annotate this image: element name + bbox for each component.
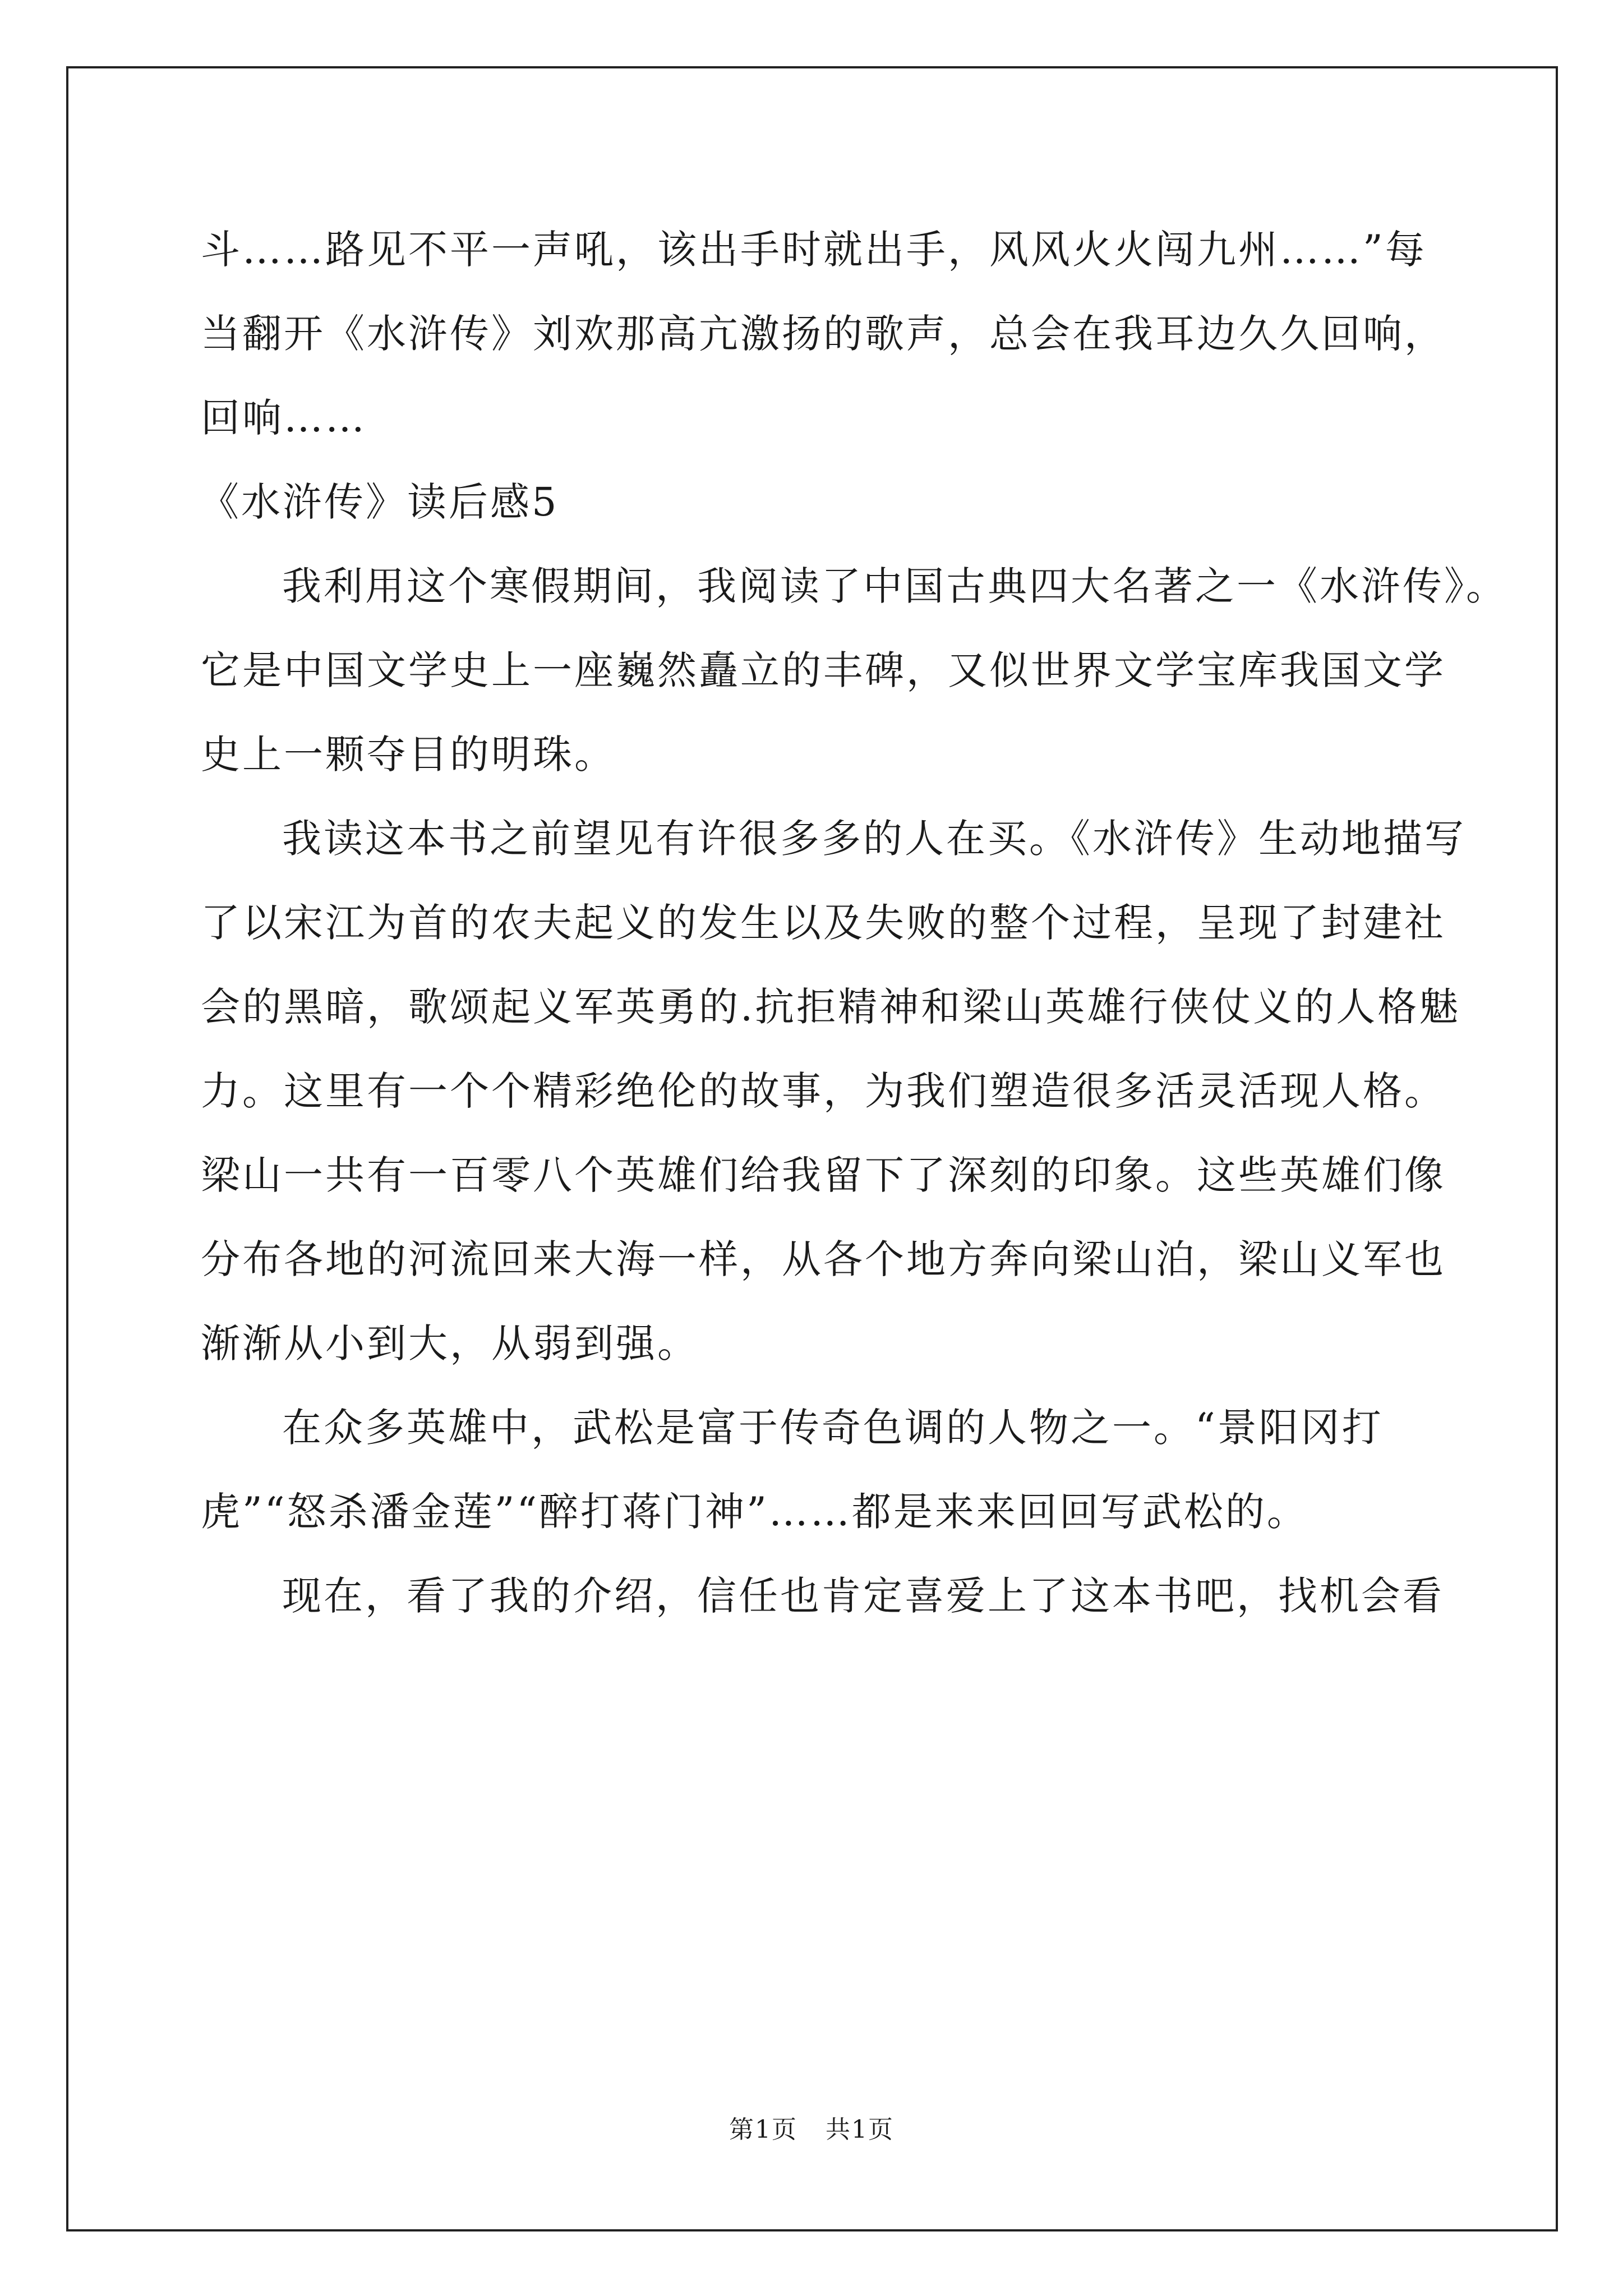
text-line: 史上一颗夺目的明珠。 [201, 731, 616, 777]
page-footer [0, 2109, 1623, 2145]
text-line: 分布各地的河流回来大海一样，从各个地方奔向梁山泊，梁山义军也 [201, 1236, 1446, 1282]
text-line: 会的黑暗，歌颂起义军英勇的.抗拒精神和梁山英雄行侠仗义的人格魅 [201, 984, 1461, 1030]
paragraph-first-line: 我利用这个寒假期间，我阅读了中国古典四大名著之一《水浒传》。 [282, 563, 1507, 609]
paragraph-first-line: 我读这本书之前望见有许很多多的人在买。《水浒传》生动地描写 [282, 816, 1466, 862]
text-line: 渐渐从小到大，从弱到强。 [201, 1320, 699, 1366]
document-body [200, 208, 1507, 1638]
text-line: 斗……路见不平一声吼，该出手时就出手，风风火火闯九州……”每 [201, 227, 1427, 273]
paragraph-first-line: 现在，看了我的介绍，信任也肯定喜爱上了这本书吧，找机会看 [282, 1573, 1444, 1619]
paragraph-first-line: 在众多英雄中，武松是富于传奇色调的人物之一。“景阳冈打 [282, 1405, 1384, 1451]
section-heading: 《水浒传》读后感5 [200, 479, 559, 525]
text-line: 梁山一共有一百零八个英雄们给我留下了深刻的印象。这些英雄们像 [201, 1152, 1446, 1198]
text-line: 它是中国文学史上一座巍然矗立的丰碑，又似世界文学宝库我国文学 [201, 647, 1446, 693]
text-line: 回响…… [201, 395, 367, 441]
text-line: 了以宋江为首的农夫起义的发生以及失败的整个过程，呈现了封建社 [201, 900, 1446, 946]
text-line: 当翻开《水浒传》刘欢那高亢激扬的歌声，总会在我耳边久久回响， [201, 311, 1446, 357]
text-line: 虎”“怒杀潘金莲”“醉打蒋门神”……都是来来回回写武松的。 [201, 1489, 1308, 1535]
text-line: 力。这里有一个个精彩绝伦的故事，为我们塑造很多活灵活现人格。 [201, 1068, 1446, 1114]
page-number: 第1页 [729, 2115, 797, 2144]
page-total: 共1页 [826, 2115, 894, 2144]
